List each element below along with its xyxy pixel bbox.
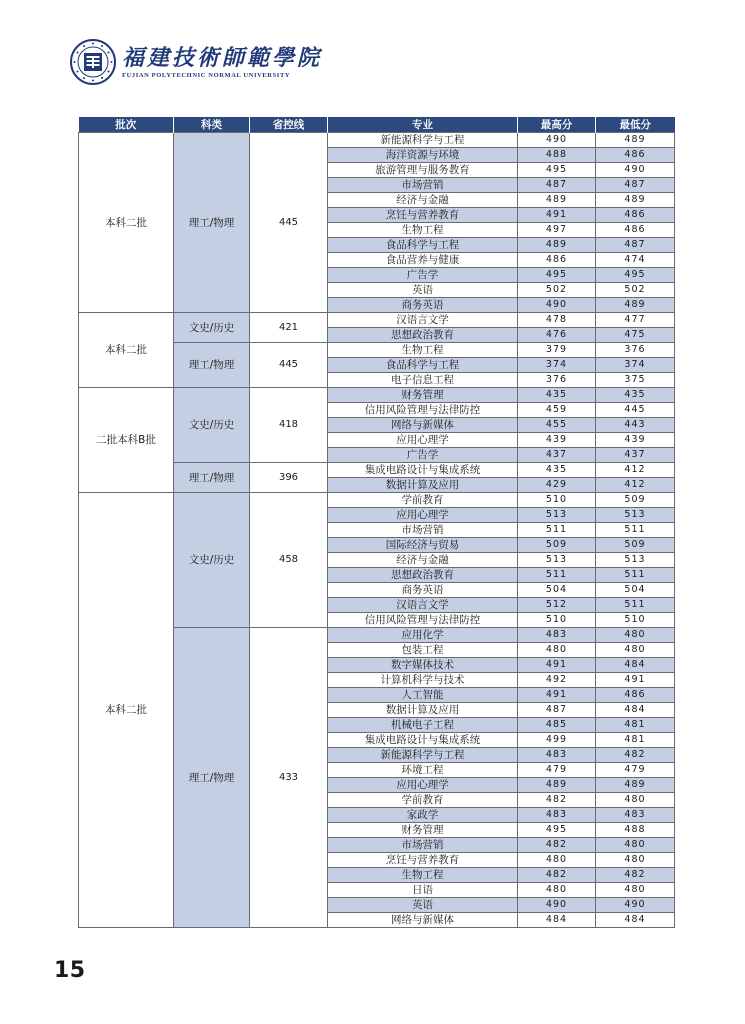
max-score-cell: 511	[518, 523, 596, 538]
min-score-cell: 445	[596, 403, 675, 418]
min-score-cell: 482	[596, 748, 675, 763]
batch-cell: 本科二批	[79, 313, 174, 388]
major-cell: 学前教育	[328, 493, 518, 508]
major-cell: 思想政治教育	[328, 328, 518, 343]
min-score-cell: 480	[596, 793, 675, 808]
min-score-cell: 490	[596, 163, 675, 178]
min-score-cell: 510	[596, 613, 675, 628]
control-line-cell: 396	[250, 463, 328, 493]
category-cell: 文史/历史	[174, 388, 250, 463]
max-score-cell: 495	[518, 823, 596, 838]
major-cell: 应用化学	[328, 628, 518, 643]
min-score-cell: 479	[596, 763, 675, 778]
major-cell: 包装工程	[328, 643, 518, 658]
major-cell: 应用心理学	[328, 433, 518, 448]
min-score-cell: 484	[596, 658, 675, 673]
min-score-cell: 502	[596, 283, 675, 298]
min-score-cell: 486	[596, 688, 675, 703]
category-cell: 理工/物理	[174, 343, 250, 388]
control-line-cell: 458	[250, 493, 328, 628]
major-cell: 烹饪与营养教育	[328, 208, 518, 223]
major-cell: 人工智能	[328, 688, 518, 703]
batch-cell: 本科二批	[79, 493, 174, 928]
major-cell: 新能源科学与工程	[328, 748, 518, 763]
admission-scores-table	[78, 117, 675, 928]
min-score-cell: 412	[596, 478, 675, 493]
page-header	[70, 38, 322, 86]
max-score-cell: 483	[518, 628, 596, 643]
max-score-cell: 490	[518, 298, 596, 313]
max-score-cell: 487	[518, 178, 596, 193]
major-cell: 市场营销	[328, 523, 518, 538]
major-cell: 旅游管理与服务教育	[328, 163, 518, 178]
max-score-cell: 510	[518, 613, 596, 628]
max-score-cell: 476	[518, 328, 596, 343]
major-cell: 商务英语	[328, 583, 518, 598]
major-cell: 广告学	[328, 268, 518, 283]
min-score-cell: 376	[596, 343, 675, 358]
min-score-cell: 489	[596, 298, 675, 313]
max-score-cell: 374	[518, 358, 596, 373]
min-score-cell: 484	[596, 703, 675, 718]
min-score-cell: 488	[596, 823, 675, 838]
major-cell: 新能源科学与工程	[328, 133, 518, 148]
max-score-cell: 480	[518, 853, 596, 868]
min-score-cell: 513	[596, 553, 675, 568]
min-score-cell: 509	[596, 493, 675, 508]
max-score-cell: 455	[518, 418, 596, 433]
max-score-cell: 480	[518, 883, 596, 898]
max-score-cell: 489	[518, 778, 596, 793]
max-score-cell: 459	[518, 403, 596, 418]
major-cell: 日语	[328, 883, 518, 898]
batch-cell: 本科二批	[79, 133, 174, 313]
column-header: 最低分	[596, 117, 675, 133]
column-header: 批次	[79, 117, 174, 133]
min-score-cell: 495	[596, 268, 675, 283]
major-cell: 数字媒体技术	[328, 658, 518, 673]
min-score-cell: 439	[596, 433, 675, 448]
max-score-cell: 490	[518, 898, 596, 913]
max-score-cell: 484	[518, 913, 596, 928]
category-cell: 文史/历史	[174, 493, 250, 628]
min-score-cell: 412	[596, 463, 675, 478]
university-name-en: FUJIAN POLYTECHNIC NORMAL UNIVERSITY	[122, 72, 291, 79]
min-score-cell: 511	[596, 568, 675, 583]
major-cell: 网络与新媒体	[328, 418, 518, 433]
min-score-cell: 509	[596, 538, 675, 553]
table-row	[79, 133, 675, 148]
major-cell: 财务管理	[328, 823, 518, 838]
page-number: 15	[54, 958, 86, 983]
min-score-cell: 480	[596, 628, 675, 643]
max-score-cell: 489	[518, 238, 596, 253]
min-score-cell: 482	[596, 868, 675, 883]
min-score-cell: 375	[596, 373, 675, 388]
column-header: 省控线	[250, 117, 328, 133]
major-cell: 数据计算及应用	[328, 478, 518, 493]
major-cell: 数据计算及应用	[328, 703, 518, 718]
min-score-cell: 481	[596, 733, 675, 748]
max-score-cell: 502	[518, 283, 596, 298]
major-cell: 计算机科学与技术	[328, 673, 518, 688]
university-name-cn: 福建技術師範學院	[122, 45, 323, 71]
major-cell: 食品科学与工程	[328, 358, 518, 373]
max-score-cell: 490	[518, 133, 596, 148]
min-score-cell: 484	[596, 913, 675, 928]
major-cell: 市场营销	[328, 838, 518, 853]
major-cell: 网络与新媒体	[328, 913, 518, 928]
major-cell: 经济与金融	[328, 553, 518, 568]
control-line-cell: 433	[250, 628, 328, 928]
max-score-cell: 509	[518, 538, 596, 553]
major-cell: 思想政治教育	[328, 568, 518, 583]
table-body	[79, 133, 675, 928]
max-score-cell: 504	[518, 583, 596, 598]
max-score-cell: 483	[518, 808, 596, 823]
category-cell: 理工/物理	[174, 133, 250, 313]
major-cell: 食品营养与健康	[328, 253, 518, 268]
control-line-cell: 445	[250, 133, 328, 313]
category-cell: 文史/历史	[174, 313, 250, 343]
min-score-cell: 474	[596, 253, 675, 268]
table-row	[79, 313, 675, 328]
min-score-cell: 511	[596, 523, 675, 538]
control-line-cell: 421	[250, 313, 328, 343]
category-cell: 理工/物理	[174, 463, 250, 493]
max-score-cell: 482	[518, 838, 596, 853]
min-score-cell: 475	[596, 328, 675, 343]
min-score-cell: 486	[596, 223, 675, 238]
min-score-cell: 504	[596, 583, 675, 598]
category-cell: 理工/物理	[174, 628, 250, 928]
major-cell: 信用风险管理与法律防控	[328, 613, 518, 628]
max-score-cell: 488	[518, 148, 596, 163]
max-score-cell: 511	[518, 568, 596, 583]
table-header-row	[79, 117, 675, 133]
max-score-cell: 482	[518, 868, 596, 883]
major-cell: 海洋资源与环境	[328, 148, 518, 163]
table-row	[79, 388, 675, 403]
table-row	[79, 493, 675, 508]
major-cell: 学前教育	[328, 793, 518, 808]
max-score-cell: 486	[518, 253, 596, 268]
control-line-cell: 418	[250, 388, 328, 463]
max-score-cell: 512	[518, 598, 596, 613]
major-cell: 国际经济与贸易	[328, 538, 518, 553]
control-line-cell: 445	[250, 343, 328, 388]
major-cell: 英语	[328, 898, 518, 913]
major-cell: 食品科学与工程	[328, 238, 518, 253]
max-score-cell: 437	[518, 448, 596, 463]
max-score-cell: 435	[518, 463, 596, 478]
university-seal-icon	[70, 39, 116, 85]
min-score-cell: 486	[596, 208, 675, 223]
major-cell: 汉语言文学	[328, 313, 518, 328]
max-score-cell: 480	[518, 643, 596, 658]
major-cell: 信用风险管理与法律防控	[328, 403, 518, 418]
min-score-cell: 486	[596, 148, 675, 163]
column-header: 科类	[174, 117, 250, 133]
major-cell: 集成电路设计与集成系统	[328, 463, 518, 478]
min-score-cell: 443	[596, 418, 675, 433]
column-header: 最高分	[518, 117, 596, 133]
min-score-cell: 480	[596, 883, 675, 898]
max-score-cell: 513	[518, 553, 596, 568]
max-score-cell: 492	[518, 673, 596, 688]
min-score-cell: 480	[596, 838, 675, 853]
max-score-cell: 482	[518, 793, 596, 808]
max-score-cell: 495	[518, 163, 596, 178]
max-score-cell: 491	[518, 658, 596, 673]
min-score-cell: 477	[596, 313, 675, 328]
major-cell: 烹饪与营养教育	[328, 853, 518, 868]
max-score-cell: 435	[518, 388, 596, 403]
max-score-cell: 479	[518, 763, 596, 778]
max-score-cell: 495	[518, 268, 596, 283]
major-cell: 市场营销	[328, 178, 518, 193]
major-cell: 财务管理	[328, 388, 518, 403]
max-score-cell: 513	[518, 508, 596, 523]
max-score-cell: 510	[518, 493, 596, 508]
major-cell: 电子信息工程	[328, 373, 518, 388]
max-score-cell: 429	[518, 478, 596, 493]
max-score-cell: 485	[518, 718, 596, 733]
major-cell: 英语	[328, 283, 518, 298]
min-score-cell: 435	[596, 388, 675, 403]
min-score-cell: 437	[596, 448, 675, 463]
min-score-cell: 489	[596, 193, 675, 208]
column-header: 专业	[328, 117, 518, 133]
max-score-cell: 499	[518, 733, 596, 748]
max-score-cell: 478	[518, 313, 596, 328]
major-cell: 集成电路设计与集成系统	[328, 733, 518, 748]
min-score-cell: 489	[596, 778, 675, 793]
major-cell: 应用心理学	[328, 508, 518, 523]
min-score-cell: 487	[596, 238, 675, 253]
max-score-cell: 497	[518, 223, 596, 238]
major-cell: 生物工程	[328, 223, 518, 238]
max-score-cell: 491	[518, 688, 596, 703]
max-score-cell: 483	[518, 748, 596, 763]
min-score-cell: 481	[596, 718, 675, 733]
batch-cell: 二批本科B批	[79, 388, 174, 493]
min-score-cell: 480	[596, 643, 675, 658]
major-cell: 商务英语	[328, 298, 518, 313]
major-cell: 经济与金融	[328, 193, 518, 208]
max-score-cell: 489	[518, 193, 596, 208]
major-cell: 广告学	[328, 448, 518, 463]
min-score-cell: 511	[596, 598, 675, 613]
major-cell: 机械电子工程	[328, 718, 518, 733]
min-score-cell: 489	[596, 133, 675, 148]
min-score-cell: 487	[596, 178, 675, 193]
major-cell: 家政学	[328, 808, 518, 823]
min-score-cell: 483	[596, 808, 675, 823]
min-score-cell: 491	[596, 673, 675, 688]
max-score-cell: 376	[518, 373, 596, 388]
min-score-cell: 374	[596, 358, 675, 373]
major-cell: 环境工程	[328, 763, 518, 778]
min-score-cell: 490	[596, 898, 675, 913]
major-cell: 应用心理学	[328, 778, 518, 793]
major-cell: 汉语言文学	[328, 598, 518, 613]
min-score-cell: 513	[596, 508, 675, 523]
min-score-cell: 480	[596, 853, 675, 868]
major-cell: 生物工程	[328, 868, 518, 883]
max-score-cell: 487	[518, 703, 596, 718]
major-cell: 生物工程	[328, 343, 518, 358]
max-score-cell: 491	[518, 208, 596, 223]
max-score-cell: 439	[518, 433, 596, 448]
max-score-cell: 379	[518, 343, 596, 358]
